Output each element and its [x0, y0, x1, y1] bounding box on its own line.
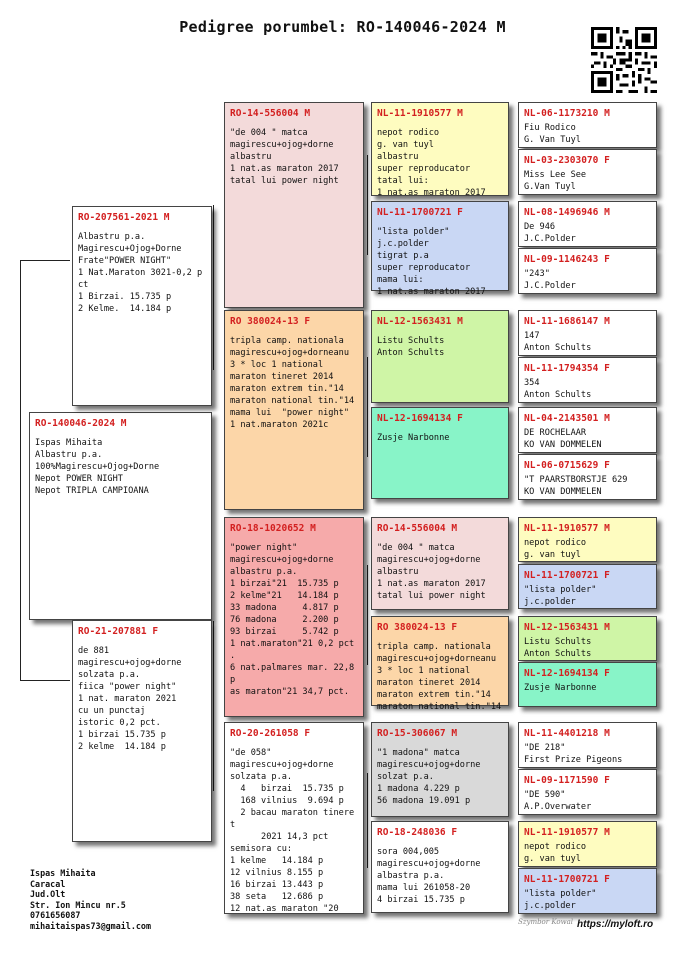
- ancestor-card[interactable]: [518, 821, 657, 867]
- ring-number: NL-12-1694134 F: [524, 668, 610, 679]
- ring-number: RO-21-207881 F: [78, 626, 159, 637]
- ring-number: RO-14-556004 M: [230, 108, 311, 119]
- pigeon-details: "lista polder" j.c.polder: [524, 585, 597, 607]
- ring-number: NL-11-1700721 F: [377, 207, 463, 218]
- ring-number: NL-06-0715629 F: [524, 460, 610, 471]
- great-grandparent-card[interactable]: [371, 616, 509, 712]
- ring-number: NL-06-1173210 M: [524, 108, 610, 119]
- ancestor-card[interactable]: [518, 868, 657, 914]
- pigeon-details: 147 Anton Schults: [524, 331, 592, 353]
- ring-number: NL-12-1563431 M: [524, 622, 610, 633]
- grandparent-card[interactable]: [224, 517, 364, 717]
- ancestor-card[interactable]: [518, 248, 657, 294]
- ring-number: NL-11-1910577 M: [377, 108, 463, 119]
- pigeon-details: nepot rodico g. van tuyl: [524, 538, 587, 560]
- pigeon-details: "power night" magirescu+ojog+dorne albastru p.a. 1 birzai"21 15.735 p 2 kelme"21 14.184 p 33 madona 4.817 p 76 madona 2.200 p 93 birzai 5.742 p 1 nat.maraton"21 0,2 pct . 6 nat.palmares mar. 22,8 p as maraton"21 34,7 pct.: [230, 543, 355, 697]
- ancestor-card[interactable]: [518, 616, 657, 661]
- pigeon-details: nepot rodico g. van tuyl: [524, 842, 587, 864]
- ring-number: NL-11-1910577 M: [524, 827, 610, 838]
- ring-number: RO 380024-13 F: [377, 622, 458, 633]
- pigeon-details: Miss Lee See G.Van Tuyl: [524, 170, 587, 192]
- pigeon-details: "de 058" magirescu+ojog+dorne solzata p.a. 4 birzai 15.735 p 168 vilnius 9.694 p 2 bacau maraton tinere t 2021 14,3 pct semisora cu: 1 kelme 14.184 p 12 vilnius 8.155 p 16 birzai 13.443 p 38 seta 12.686 p 12 nat.as maraton "20: [230, 748, 355, 914]
- pigeon-details: Albastru p.a. Magirescu+Ojog+Dorne Frate"POWER NIGHT" 1 Nat.Maraton 3021-0,2 p ct 1 Birzai. 15.735 p 2 Kelme. 14.184 p: [78, 232, 203, 314]
- pigeon-details: De 946 J.C.Polder: [524, 222, 576, 244]
- pigeon-details: 354 Anton Schults: [524, 378, 592, 400]
- ring-number: NL-11-1700721 F: [524, 874, 610, 885]
- ancestor-card[interactable]: [518, 564, 657, 609]
- ring-number: NL-12-1563431 M: [377, 316, 463, 327]
- ring-number: NL-08-1496946 M: [524, 207, 610, 218]
- ring-number: RO 380024-13 F: [230, 316, 311, 327]
- pigeon-details: de 881 magirescu+ojog+dorne solzata p.a. fiica "power night" 1 nat. maraton 2021 cu un punctaj istoric 0,2 pct. 1 birzai 15.735 p 2 kelme 14.184 p: [78, 646, 182, 752]
- pigeon-details: "243" J.C.Polder: [524, 269, 576, 291]
- pigeon-details: "DE 218" First Prize Pigeons: [524, 743, 623, 765]
- ancestor-card[interactable]: [518, 407, 657, 453]
- pigeon-details: Ispas Mihaita Albastru p.a. 100%Magirescu+Ojog+Dorne Nepot POWER NIGHT Nepot TRIPLA CAMPIOANA: [35, 438, 160, 496]
- connector-line: [20, 680, 70, 681]
- signature: Szymbor Kowal: [518, 918, 574, 926]
- connector-line: [367, 357, 368, 457]
- qr-code-icon: [591, 27, 657, 93]
- ancestor-card[interactable]: [518, 454, 657, 500]
- great-grandparent-card[interactable]: [371, 517, 509, 610]
- pigeon-details: "lista polder" j.c.polder tigrat p.a super reproducator mama lui: 1 nat.as maraton 2017: [377, 227, 486, 297]
- pigeon-details: "T PAARSTBORSTJE 629 KO VAN DOMMELEN: [524, 475, 628, 497]
- connector-line: [20, 260, 70, 261]
- pigeon-details: "lista polder" j.c.polder: [524, 889, 597, 911]
- subject-card[interactable]: [29, 412, 212, 620]
- ancestor-card[interactable]: [518, 517, 657, 562]
- ring-number: NL-03-2303070 F: [524, 155, 610, 166]
- ring-number: NL-11-1794354 F: [524, 363, 610, 374]
- grandparent-card[interactable]: [224, 310, 364, 510]
- great-grandparent-card[interactable]: [371, 722, 509, 817]
- connector-line: [213, 205, 214, 370]
- ancestor-card[interactable]: [518, 357, 657, 403]
- pigeon-details: "DE 590" A.P.Overwater: [524, 790, 592, 812]
- page-title: Pedigree porumbel: RO-140046-2024 M: [179, 18, 506, 36]
- ring-number: RO-18-1020652 M: [230, 523, 316, 534]
- pigeon-details: "de 004 " matca magirescu+ojog+dorne albastru 1 nat.as maraton 2017 tatal lui power night: [230, 128, 339, 186]
- pigeon-details: "1 madona" matca magirescu+ojog+dorne solzat p.a. 1 madona 4.229 p 56 madona 19.091 p: [377, 748, 481, 806]
- ancestor-card[interactable]: [518, 722, 657, 768]
- sire-card[interactable]: [72, 206, 212, 406]
- ring-number: NL-09-1146243 F: [524, 254, 610, 265]
- grandparent-card[interactable]: [224, 722, 364, 914]
- ring-number: RO-140046-2024 M: [35, 418, 127, 429]
- ring-number: NL-12-1694134 F: [377, 413, 463, 424]
- owner-contact: Ispas Mihaita Caracal Jud.Olt Str. Ion Mincu nr.5 0761656087 mihaitaispas73@gmail.com: [30, 868, 152, 931]
- ring-number: RO-14-556004 M: [377, 523, 458, 534]
- connector-line: [20, 260, 21, 680]
- pigeon-details: nepot rodico g. van tuyl albastru super reproducator tatal lui: 1 nat.as maraton 2017: [377, 128, 486, 198]
- dam-card[interactable]: [72, 620, 212, 842]
- ancestor-card[interactable]: [518, 201, 657, 247]
- pigeon-details: tripla camp. nationala magirescu+ojog+dorneanu 3 * loc 1 national maraton tineret 2014 maraton extrem tin."14 maraton national tin."14 mama lui "power night" 1 nat.maraton 2021c: [230, 336, 355, 430]
- grandparent-card[interactable]: [224, 102, 364, 308]
- pigeon-details: Listu Schults Anton Schults: [524, 637, 592, 659]
- pigeon-details: "de 004 " matca magirescu+ojog+dorne albastru 1 nat.as maraton 2017 tatal lui power night: [377, 543, 486, 601]
- ancestor-card[interactable]: [518, 149, 657, 195]
- ancestor-card[interactable]: [518, 102, 657, 148]
- connector-line: [367, 565, 368, 665]
- connector-line: [213, 621, 214, 791]
- ancestor-card[interactable]: [518, 769, 657, 815]
- ring-number: RO-207561-2021 M: [78, 212, 170, 223]
- ring-number: RO-18-248036 F: [377, 827, 458, 838]
- ring-number: NL-11-1686147 M: [524, 316, 610, 327]
- pigeon-details: tripla camp. nationala magirescu+ojog+dorneanu 3 * loc 1 national maraton tineret 2014 maraton extrem tin."14 maraton national tin."14: [377, 642, 502, 712]
- great-grandparent-card[interactable]: [371, 201, 509, 297]
- connector-line: [367, 773, 368, 868]
- great-grandparent-card[interactable]: [371, 407, 509, 499]
- ring-number: RO-20-261058 F: [230, 728, 311, 739]
- great-grandparent-card[interactable]: [371, 102, 509, 196]
- pigeon-details: sora 004,005 magirescu+ojog+dorne albastra p.a. mama lui 261058-20 4 birzai 15.735 p: [377, 847, 481, 905]
- website-link[interactable]: https://myloft.ro: [577, 919, 654, 930]
- pigeon-details: DE ROCHELAAR KO VAN DOMMELEN: [524, 428, 602, 450]
- ring-number: RO-15-306067 M: [377, 728, 458, 739]
- ring-number: NL-04-2143501 M: [524, 413, 610, 424]
- ring-number: NL-11-1700721 F: [524, 570, 610, 581]
- pigeon-details: Listu Schults Anton Schults: [377, 336, 445, 358]
- ring-number: NL-11-1910577 M: [524, 523, 610, 534]
- pigeon-details: Fiu Rodico G. Van Tuyl: [524, 123, 581, 145]
- ring-number: NL-11-4401218 M: [524, 728, 610, 739]
- pigeon-details: Zusje Narbonne: [377, 433, 450, 443]
- ancestor-card[interactable]: [518, 310, 657, 356]
- connector-line: [367, 155, 368, 255]
- great-grandparent-card[interactable]: [371, 310, 509, 403]
- pigeon-details: Zusje Narbonne: [524, 683, 597, 693]
- ancestor-card[interactable]: [518, 662, 657, 707]
- ring-number: NL-09-1171590 F: [524, 775, 610, 786]
- great-grandparent-card[interactable]: [371, 821, 509, 913]
